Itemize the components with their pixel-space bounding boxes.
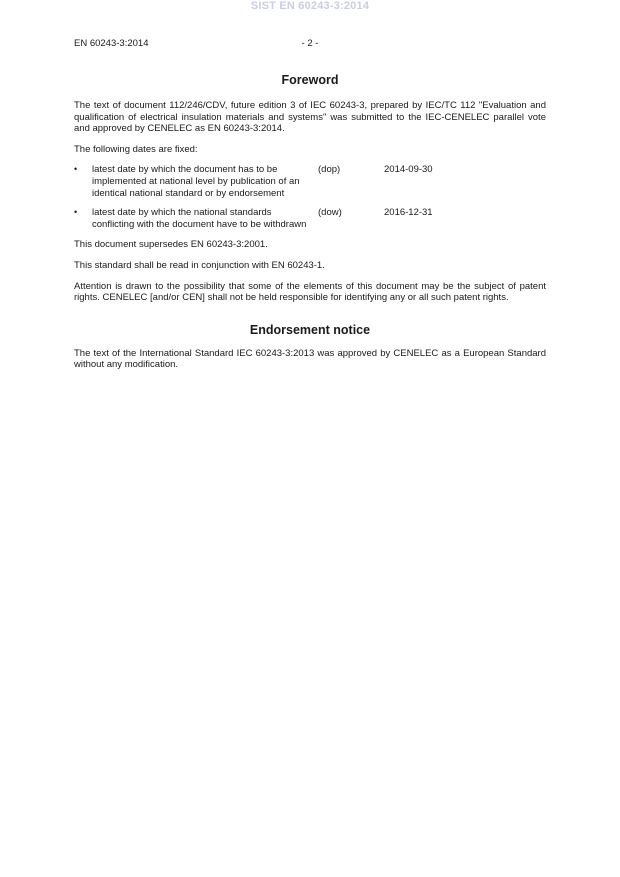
date-abbreviation: (dop) — [318, 164, 341, 176]
dates-list — [74, 164, 546, 230]
supersedes-note: This document supersedes EN 60243-3:2001. — [74, 239, 268, 251]
date-description: latest date by which the document has to be implemented at national level by publication of an identical national standard or by endorsement — [92, 164, 300, 199]
dates-intro: The following dates are fixed: — [74, 143, 198, 155]
bullet-icon: • — [74, 207, 78, 218]
watermark: SIST EN 60243-3:2014 — [250, 0, 370, 12]
date-value: 2016-12-31 — [384, 207, 433, 219]
endorsement-title: Endorsement notice — [249, 322, 371, 337]
endorsement-text: The text of the International Standard IEC 60243-3:2013 was approved by CENELEC as a European Standard without any modification. — [74, 347, 546, 371]
page-content — [74, 72, 546, 380]
bullet-icon: • — [74, 164, 78, 175]
date-description: latest date by which the national standards conflicting with the document have to be withdrawn — [92, 207, 307, 230]
foreword-intro: The text of document 112/246/CDV, future edition 3 of IEC 60243-3, prepared by IEC/TC 112 "Evaluation and qualification of electrical insulation materials and systems" was submitted to the IEC-CENELEC parallel vote and approved by CENELEC as EN 60243-3:2014. — [74, 100, 546, 135]
page-number: - 2 - — [301, 38, 319, 49]
conjunction-note: This standard shall be read in conjunction with EN 60243-1. — [74, 259, 325, 271]
date-abbreviation: (dow) — [318, 207, 342, 219]
date-item-dow — [74, 207, 546, 230]
foreword-title: Foreword — [281, 73, 339, 87]
date-value: 2014-09-30 — [384, 164, 433, 176]
document-id: EN 60243-3:2014 — [74, 38, 149, 49]
page-header — [74, 38, 546, 50]
patent-notice: Attention is drawn to the possibility that some of the elements of this document may be the subject of patent rights. CENELEC [and/or CEN] shall not be held responsible for identifying any or all such patent rights. — [74, 280, 546, 304]
date-item-dop — [74, 164, 546, 199]
